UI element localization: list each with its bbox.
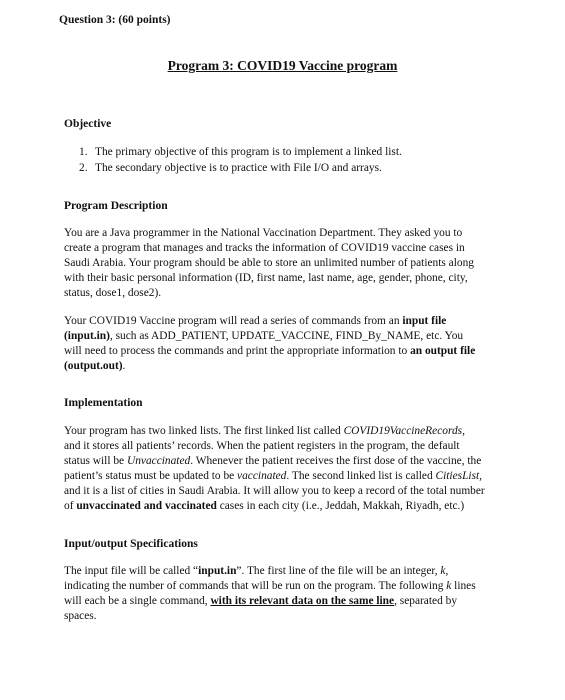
text-span: . Whenever the patient receives the first dose of the vaccine, the [190, 455, 482, 468]
implementation-heading: Implementation [64, 397, 143, 409]
text-line [64, 579, 512, 594]
text-line: Saudi Arabia. Your program should be able to store an unlimited number of patients along [64, 257, 474, 270]
italic-text: k [440, 565, 446, 577]
text-line [64, 359, 512, 374]
text-line [64, 564, 512, 579]
bold-text: unvaccinated and vaccinated [76, 500, 217, 513]
objective-item [79, 144, 402, 160]
io-spec-paragraph [64, 564, 512, 624]
text-line: spaces. [64, 610, 97, 623]
text-span: Your program has two linked lists. The first linked list called [64, 425, 344, 437]
bold-text: (input.in) [64, 330, 110, 343]
text-span: lines [451, 580, 476, 593]
program-title: Program 3: COVID19 Vaccine program [167, 58, 398, 73]
text-span: patient’s status must be updated to be [64, 470, 238, 483]
text-line: You are a Java programmer in the National Vaccination Department. They asked you to [64, 227, 463, 239]
description-paragraph-2 [64, 314, 512, 374]
list-number: 1. [79, 146, 88, 158]
text-line [64, 594, 512, 609]
text-line: status, dose1, dose2). [64, 287, 162, 300]
text-line: and it stores all patients’ records. When the patient registers in the program, the default [64, 440, 460, 453]
text-line [64, 499, 512, 514]
text-span: Your COVID19 Vaccine program will read a series of commands from an [64, 315, 403, 327]
text-span: indicating the number of commands that will be run on the program. The following [64, 580, 447, 593]
bold-text: input.in [198, 565, 237, 577]
text-line: with their basic personal information (ID, first name, last name, age, gender, phone, city, [64, 272, 468, 285]
list-item-text: The secondary objective is to practice with File I/O and arrays. [95, 162, 382, 174]
italic-text: vaccinated [237, 470, 287, 483]
implementation-paragraph [64, 424, 512, 515]
text-span: , [445, 565, 449, 577]
description-paragraph-1 [64, 226, 512, 301]
io-spec-heading: Input/output Specifications [64, 538, 198, 550]
objective-list [79, 144, 402, 176]
text-line [64, 424, 512, 439]
text-span: , such as ADD_PATIENT, UPDATE_VACCINE, FIND_By_NAME, etc. You [109, 330, 464, 343]
text-line [64, 469, 512, 484]
text-span: status will be [64, 455, 127, 468]
italic-text: Unvaccinated [126, 455, 191, 468]
text-span: ”. The first line of the file will be an integer, [236, 565, 441, 577]
text-line [64, 314, 512, 329]
bold-text: (output.out) [64, 360, 123, 373]
text-span: of [64, 500, 77, 513]
objective-heading: Objective [64, 118, 112, 130]
question-label: Question 3: (60 points) [59, 14, 171, 26]
italic-text: COVID19VaccineRecords, [343, 425, 465, 437]
text-span: will each be a single command, [64, 595, 211, 608]
objective-item [79, 160, 402, 176]
text-line [64, 454, 512, 469]
text-span: . The second linked list is called [286, 470, 436, 483]
list-item-text: The primary objective of this program is to implement a linked list. [95, 146, 402, 158]
italic-text: k [446, 580, 452, 593]
text-line: and it is a list of cities in Saudi Arabia. It will allow you to keep a record of the total number [64, 485, 485, 498]
text-line: create a program that manages and tracks the information of COVID19 vaccine cases in [64, 242, 465, 255]
text-span: The input file will be called “ [64, 565, 199, 577]
bold-text: input file [402, 315, 447, 327]
text-span: , separated by [394, 595, 458, 608]
description-heading: Program Description [64, 200, 168, 212]
text-span: will need to process the commands and print the appropriate information to [64, 345, 411, 358]
list-number: 2. [79, 162, 88, 174]
bold-text: an output file [410, 345, 476, 358]
italic-text: CitiesList, [435, 470, 483, 483]
underlined-bold-text: with its relevant data on the same line [210, 595, 395, 608]
text-line [64, 344, 512, 359]
text-line [64, 329, 512, 344]
text-span: cases in each city (i.e., Jeddah, Makkah, Riyadh, etc.) [216, 500, 465, 513]
text-span: . [122, 360, 126, 373]
